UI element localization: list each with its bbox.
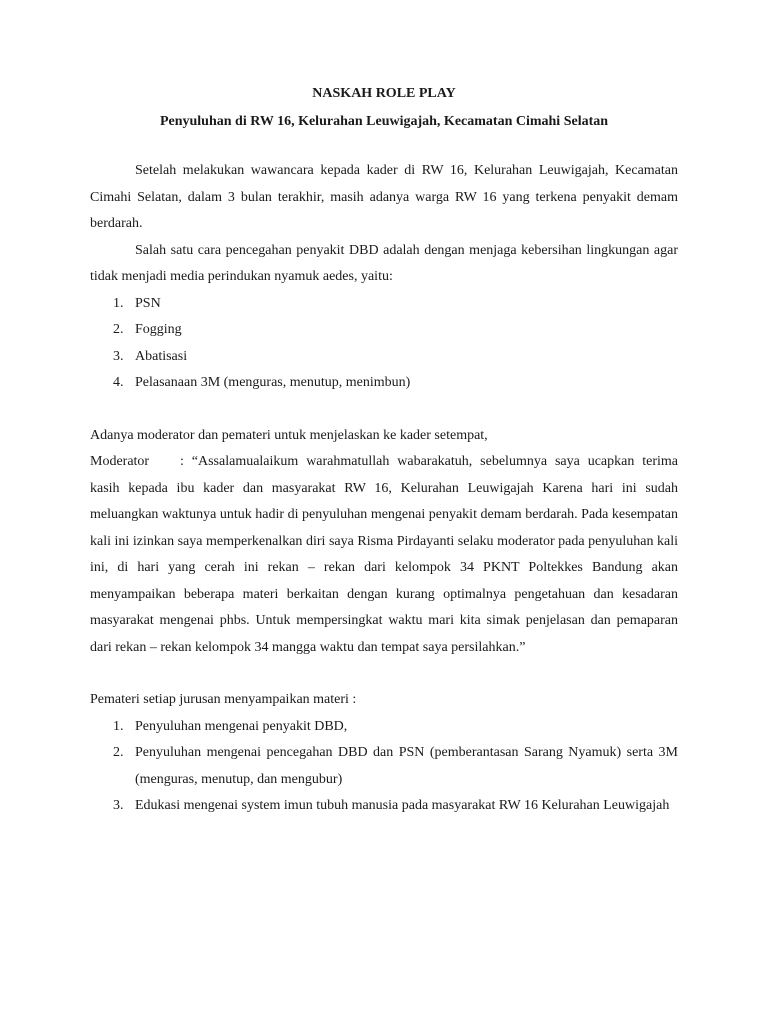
list-number: 3.: [113, 798, 124, 813]
spacer: [90, 397, 678, 423]
list-text: PSN: [135, 295, 161, 311]
list-item: [90, 344, 678, 371]
list-item: [90, 714, 678, 741]
list-number: 1.: [113, 295, 124, 311]
list-text: Fogging: [135, 322, 182, 337]
list-item: [90, 793, 678, 820]
paragraph-intro: Setelah melakukan wawancara kepada kader di RW 16, Kelurahan Leuwigajah, Kecamatan Cimahi Selatan, dalam 3 bulan terakhir, masih adanya warga RW 16 yang terkena penyakit demam berdarah.: [90, 163, 678, 231]
list-number: 3.: [113, 348, 124, 364]
list-text: Penyuluhan mengenai pencegahan DBD dan PSN (pemberantasan Sarang Nyamuk) serta 3M (menguras, menutup, dan mengubur): [135, 745, 678, 787]
list-number: 2.: [113, 322, 124, 337]
document-subtitle: Penyuluhan di RW 16, Kelurahan Leuwigajah, Kecamatan Cimahi Selatan: [159, 114, 609, 129]
document-page: [90, 84, 678, 820]
list-item: [90, 740, 678, 793]
material-list: [90, 714, 678, 820]
list-item: [90, 370, 678, 397]
list-text: Abatisasi: [135, 348, 188, 364]
list-text: Edukasi mengenai system imun tubuh manusia pada masyarakat RW 16 Kelurahan Leuwigajah: [135, 798, 670, 813]
document-title: NASKAH ROLE PLAY: [312, 86, 456, 101]
paragraph-prevention: Salah satu cara pencegahan penyakit DBD adalah dengan menjaga kebersihan lingkungan agar tidak menjadi media perindukan nyamuk aedes, yaitu:: [90, 242, 678, 284]
pemateri-intro: Pemateri setiap jurusan menyampaikan materi :: [90, 692, 357, 707]
moderator-label: Moderator: [90, 454, 150, 469]
list-text: Pelasanaan 3M (menguras, menutup, menimbun): [135, 375, 411, 390]
list-item: [90, 291, 678, 318]
moderator-speech: : “Assalamualaikum warahmatullah wabarakatuh, sebelumnya saya ucapkan terima kasih kepada ibu kader dan masyarakat RW 16, Kelurahan Leuwigajah Karena hari ini sudah meluangkan waktunya untuk hadir di penyuluhan mengenai penyakit demam berdarah. Pada kesempatan kali ini izinkan saya memperkenalkan diri saya Risma Pirdayanti selaku moderator pada penyuluhan kali ini, di hari yang cerah ini rekan – rekan dari kelompok 34 PKNT Poltekkes Bandung akan menyampaikan beberapa materi berkaitan dengan kurang optimalnya pengetahuan dan kesadaran masyarakat mengenai phbs. Untuk mempersingkat waktu mari kita simak penjelasan dan pemaparan dari rekan – rekan kelompok 34 mangga waktu dan tempat saya persilahkan.”: [90, 454, 678, 655]
list-number: 1.: [113, 718, 124, 734]
moderator-intro: Adanya moderator dan pemateri untuk menjelaskan ke kader setempat,: [90, 427, 488, 443]
list-item: [90, 317, 678, 344]
moderator-speech-block: [90, 449, 678, 661]
list-number: 4.: [113, 375, 124, 390]
spacer: [90, 661, 678, 687]
prevention-list: [90, 291, 678, 397]
list-number: 2.: [113, 745, 124, 760]
list-text: Penyuluhan mengenai penyakit DBD,: [135, 718, 348, 734]
